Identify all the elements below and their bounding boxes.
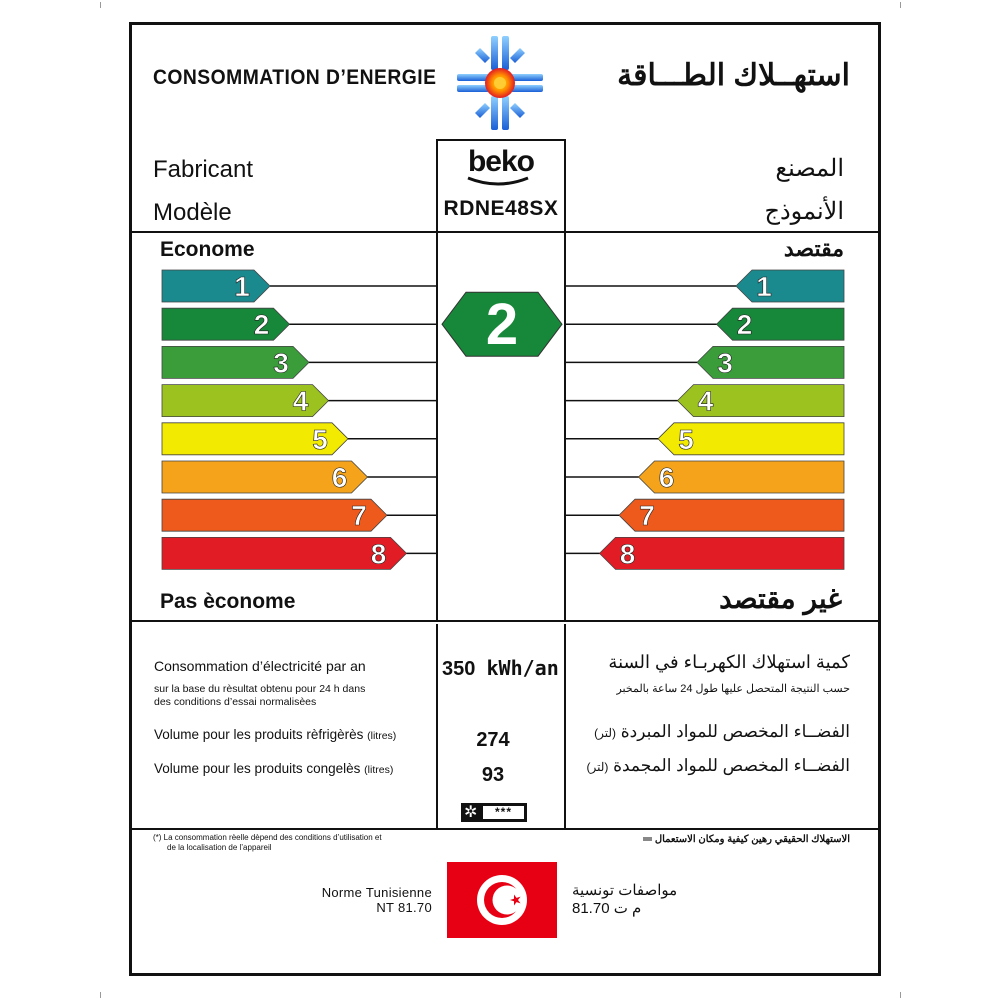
norm-fr-line-1: Norme Tunisienne bbox=[321, 885, 432, 900]
energy-class-label-right-3: 3 bbox=[717, 347, 733, 379]
energy-class-arrow-right-1 bbox=[736, 270, 844, 302]
freezer-volume-unit-ar: (لتر) bbox=[586, 760, 609, 774]
freezer-volume-value: 93 bbox=[481, 764, 505, 786]
consumption-unit: kWh/an bbox=[486, 656, 559, 680]
freezer-volume-label-ar bbox=[586, 756, 850, 776]
energy-class-label-left-4: 4 bbox=[292, 385, 309, 417]
consumption-label-ar: كمية استهلاك الكهربـاء في السنة bbox=[608, 652, 850, 672]
footnote-ar bbox=[643, 834, 850, 845]
fridge-volume-text-fr: Volume pour les produits rèfrigèrès bbox=[154, 727, 364, 742]
norm-ar-line-1: مواصفات تونسية bbox=[572, 882, 678, 899]
manufacturer-label-ar: المصنع bbox=[775, 155, 844, 182]
consumption-value bbox=[442, 656, 566, 681]
efficient-label-ar: مقتصد bbox=[783, 236, 844, 261]
tunisia-flag-emblem bbox=[447, 862, 557, 938]
model-label-ar: الأنموذج bbox=[764, 198, 844, 225]
consumption-note-ar: حسب النتيجة المتحصل عليها طول 24 ساعة بالمخبر bbox=[616, 683, 850, 695]
norm-ar-line-2: م ت 81.70 bbox=[572, 900, 642, 917]
energy-class-label-right-2: 2 bbox=[736, 309, 753, 341]
freezer-volume-unit-fr: (litres) bbox=[364, 764, 394, 776]
title-french: CONSOMMATION D’ENERGIE bbox=[153, 66, 437, 89]
fridge-volume-label-fr bbox=[154, 727, 396, 742]
consumption-note-fr-1: sur la base du rèsultat obtenu pour 24 h dans bbox=[154, 683, 366, 695]
model-label-fr: Modèle bbox=[153, 199, 232, 226]
freezer-star-rating bbox=[461, 803, 527, 822]
energy-class-label-left-7: 7 bbox=[351, 500, 367, 532]
energy-class-label-left-8: 8 bbox=[370, 538, 387, 570]
norm-ar bbox=[572, 882, 692, 918]
model-value: RDNE48SX bbox=[443, 197, 559, 220]
consumption-number: 350 bbox=[442, 658, 476, 680]
snowflake-icon: ✲ bbox=[464, 804, 478, 821]
energy-class-label-left-6: 6 bbox=[331, 462, 348, 493]
energy-rating-value: 2 bbox=[485, 292, 519, 358]
fridge-volume-unit-fr: (litres) bbox=[367, 730, 397, 742]
energy-class-arrow-left-2 bbox=[162, 308, 290, 340]
title-arabic: استهــلاك الطـــاقة bbox=[617, 59, 850, 92]
norm-fr-line-2: NT 81.70 bbox=[376, 900, 432, 915]
fridge-volume-label-ar bbox=[594, 722, 850, 742]
efficient-label-fr: Econome bbox=[160, 238, 255, 261]
energy-class-label-right-4: 4 bbox=[697, 385, 714, 417]
energy-class-arrow-right-2 bbox=[717, 308, 845, 340]
tunisia-flag-icon bbox=[447, 862, 557, 938]
footnote-bullet-icon bbox=[643, 837, 652, 841]
manufacturer-label-fr: Fabricant bbox=[153, 156, 254, 183]
energy-class-label-left-3: 3 bbox=[273, 347, 289, 379]
freezer-volume-text-ar: الفضــاء المخصص للمواد المجمدة bbox=[613, 756, 850, 775]
footnote-ar-text: الاستهلاك الحقيقي رهين كيفية ومكان الاستعمال bbox=[654, 834, 850, 845]
freezer-volume-label-fr bbox=[154, 761, 393, 776]
fridge-volume-unit-ar: (لتر) bbox=[594, 726, 616, 740]
fridge-volume-text-ar: الفضــاء المخصص للمواد المبردة bbox=[620, 722, 850, 741]
energy-class-label-right-1: 1 bbox=[756, 271, 772, 302]
consumption-label-fr: Consommation d’électricité par an bbox=[154, 658, 366, 674]
norm-fr bbox=[300, 885, 432, 915]
freezer-volume-text-fr: Volume pour les produits congelès bbox=[154, 761, 361, 776]
energy-class-arrow-left-1 bbox=[162, 270, 270, 302]
inefficient-label-ar: غير مقتصد bbox=[719, 583, 842, 614]
energy-class-label-left-5: 5 bbox=[312, 423, 328, 455]
energy-class-label-right-6: 6 bbox=[658, 462, 675, 493]
fridge-volume-value: 274 bbox=[476, 729, 510, 751]
energy-class-label-right-5: 5 bbox=[678, 423, 694, 455]
energy-class-label-right-8: 8 bbox=[619, 538, 636, 570]
energy-class-arrow-right-8 bbox=[600, 537, 845, 569]
energy-class-label-right-7: 7 bbox=[639, 500, 655, 532]
footnote-fr-1: (*) La consommation rèelle dèpend des conditions d’utilisation et bbox=[153, 833, 382, 842]
star-rating-stars: *** bbox=[483, 806, 524, 819]
footnote-fr-2: de la localisation de l’appareil bbox=[167, 843, 272, 852]
brand-logo: beko bbox=[467, 145, 535, 178]
energy-class-label-left-1: 1 bbox=[234, 271, 250, 302]
consumption-note-fr-2: des conditions d’essai normalisèes bbox=[154, 696, 317, 708]
energy-class-label-left-2: 2 bbox=[253, 309, 270, 341]
inefficient-label-fr: Pas èconome bbox=[160, 590, 296, 613]
